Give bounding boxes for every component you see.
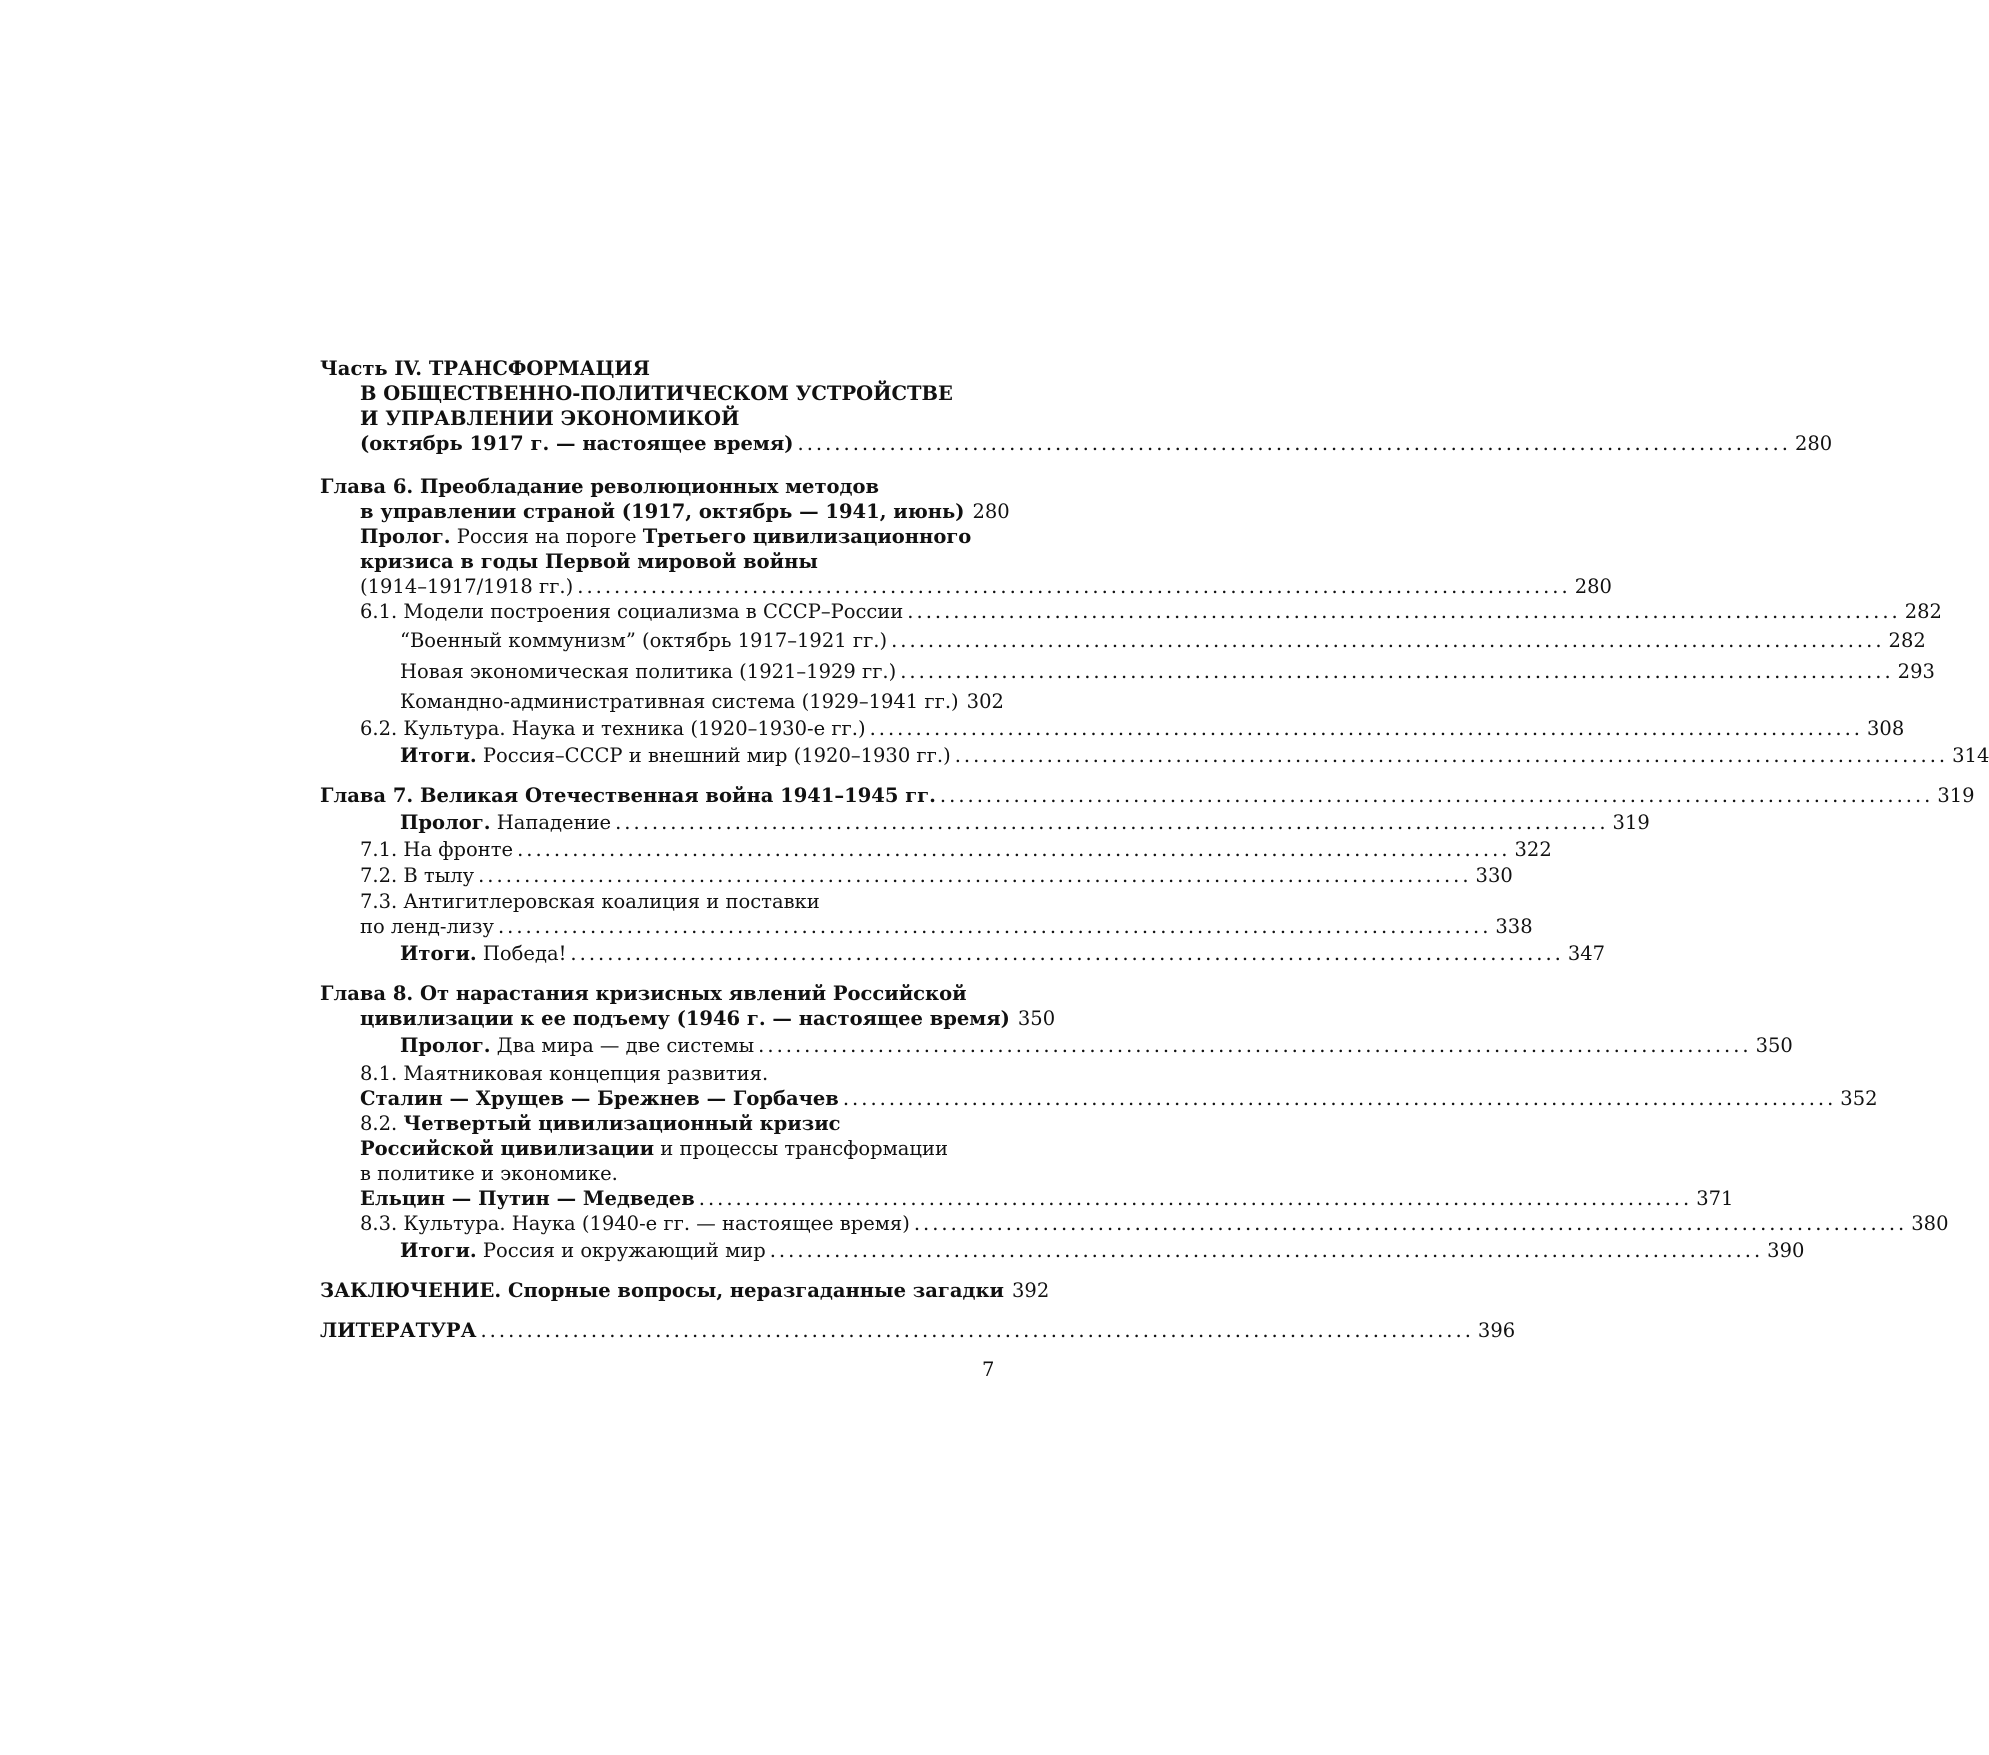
section-title: 7.2. В тылу <box>360 864 475 887</box>
page-ref: 282 <box>1888 629 1926 652</box>
toc-entry-ch8-itogi <box>400 1238 1805 1264</box>
toc-entry-6-1-c <box>400 689 1004 715</box>
subsection-title: Новая экономическая политика (1921–1929 гг.) <box>400 660 897 683</box>
toc-entry-conclusion <box>320 1278 1050 1304</box>
literature-title: ЛИТЕРАТУРА <box>320 1319 477 1342</box>
leader-dots: ............................................................................................................ <box>954 744 1949 767</box>
leader-dots: ............................................................................................................ <box>570 942 1564 965</box>
itogi-entry <box>400 1238 766 1264</box>
leader-dots: ............................................................................................................ <box>577 575 1571 598</box>
toc-entry-6-1-a <box>400 628 1926 654</box>
leader-dots: ............................................................................................................ <box>769 1239 1764 1262</box>
page-ref: 314 <box>1952 744 1989 767</box>
itogi-label: Итоги. <box>400 1239 477 1262</box>
toc-entry-ch8 <box>360 1006 1056 1032</box>
leader-dots: ............................................................................................................ <box>842 1087 1837 1110</box>
section-title: 6.1. Модели построения социализма в СССР–России <box>360 600 904 623</box>
itogi-entry <box>400 941 566 967</box>
toc-entry-6-1 <box>360 599 1942 625</box>
ch8-title-line2: цивилизации к ее подъему (1946 г. — настоящее время) <box>360 1007 1010 1030</box>
part4-title-line3: И УПРАВЛЕНИИ ЭКОНОМИКОЙ <box>360 407 740 430</box>
ch8-title-line1: Глава 8. От нарастания кризисных явлений Российской <box>320 982 967 1005</box>
section-8-2-line3: в политике и экономике. <box>360 1162 618 1185</box>
toc-entry-ch7-prolog <box>400 810 1650 836</box>
leader-dots: ............................................................................................................ <box>900 660 1894 683</box>
leader-dots: ............................................................................................................ <box>797 432 1791 455</box>
prolog-text-bold: Третьего цивилизационного <box>642 525 972 548</box>
page-ref: 330 <box>1475 864 1513 887</box>
page-ref: 293 <box>1897 660 1935 683</box>
page-ref: 308 <box>1867 717 1905 740</box>
ch6-prolog-line2: кризиса в годы Первой мировой войны <box>360 550 818 573</box>
toc-entry-6-1-b <box>400 659 1935 685</box>
prolog-entry <box>400 1033 754 1059</box>
prolog-text: Россия на пороге <box>456 525 637 548</box>
ch6-title-line2: в управлении страной (1917, октябрь — 1941, июнь) <box>360 500 965 523</box>
toc-entry-8-2 <box>360 1186 1734 1212</box>
toc-entry-8-1 <box>360 1086 1878 1112</box>
ch7-title: Глава 7. Великая Отечественная война 1941–1945 гг. <box>320 784 936 807</box>
prolog-label: Пролог. <box>360 525 451 548</box>
toc-entry-7-1 <box>360 837 1552 863</box>
section-8-2-line4: Ельцин — Путин — Медведев <box>360 1187 695 1210</box>
section-8-1-line2: Сталин — Хрущев — Брежнев — Горбачев <box>360 1087 839 1110</box>
page-ref: 322 <box>1514 838 1552 861</box>
toc-entry-ch6 <box>360 499 1010 525</box>
part4-title-line1: Часть IV. ТРАНСФОРМАЦИЯ <box>320 357 650 380</box>
ch6-prolog-line1 <box>360 524 998 550</box>
leader-dots: ............................................................................................................ <box>615 811 1609 834</box>
conclusion-title: ЗАКЛЮЧЕНИЕ. Спорные вопросы, неразгаданные загадки <box>320 1279 1005 1302</box>
leader-dots: ............................................................................................................ <box>907 600 1901 623</box>
itogi-text: Россия–СССР и внешний мир (1920–1930 гг.) <box>482 744 951 767</box>
toc-entry-part4 <box>360 431 1833 457</box>
section-title-rest: и процессы трансформации <box>660 1137 948 1160</box>
leader-dots: ............................................................................................................ <box>939 784 1934 807</box>
toc-entry-ch6-itogi <box>400 743 1989 769</box>
page-ref: 380 <box>1911 1212 1949 1235</box>
leader-dots: ............................................................................................................ <box>891 629 1885 652</box>
toc-entry-7-3 <box>360 914 1533 940</box>
itogi-label: Итоги. <box>400 942 477 965</box>
page-ref: 280 <box>1794 432 1833 455</box>
leader-dots: ............................................................................................................ <box>758 1034 1752 1057</box>
toc-entry-ch7 <box>320 783 1975 809</box>
page-ref: 282 <box>1904 600 1942 623</box>
page-ref: 352 <box>1840 1087 1878 1110</box>
page-ref: 396 <box>1477 1319 1516 1342</box>
page-ref: 392 <box>1012 1279 1050 1302</box>
page-ref: 350 <box>1017 1007 1056 1030</box>
leader-dots: ............................................................................................................ <box>497 915 1492 938</box>
section-7-3-line1: 7.3. Антигитлеровская коалиция и поставки <box>360 890 820 913</box>
toc-entry-literature <box>320 1318 1516 1344</box>
itogi-text: Победа! <box>482 942 567 965</box>
section-title: 7.1. На фронте <box>360 838 514 861</box>
prolog-label: Пролог. <box>400 1034 491 1057</box>
prolog-entry <box>400 810 611 836</box>
toc-entry-7-2 <box>360 863 1513 889</box>
itogi-label: Итоги. <box>400 744 477 767</box>
toc-entry-8-3 <box>360 1211 1949 1237</box>
section-8-2-line2 <box>360 1136 998 1162</box>
part4-title-line4: (октябрь 1917 г. — настоящее время) <box>360 432 794 455</box>
page-ref: 280 <box>972 500 1010 523</box>
leader-dots: ............................................................................................................ <box>913 1212 1908 1235</box>
section-title: 8.3. Культура. Наука (1940-е гг. — настоящее время) <box>360 1212 910 1235</box>
part4-title-line2: В ОБЩЕСТВЕННО-ПОЛИТИЧЕСКОМ УСТРОЙСТВЕ <box>360 382 953 405</box>
toc-entry-ch6-prolog <box>360 574 1612 600</box>
page-ref: 371 <box>1696 1187 1734 1210</box>
section-7-3-line2: по ленд-лизу <box>360 915 494 938</box>
section-number: 8.2. <box>360 1112 398 1135</box>
leader-dots: ............................................................................................................ <box>517 838 1511 861</box>
leader-dots: ............................................................................................................ <box>480 1319 1474 1342</box>
page-ref: 338 <box>1495 915 1533 938</box>
page-ref: 319 <box>1937 784 1975 807</box>
toc-entry-6-2 <box>360 716 1905 742</box>
page-ref: 302 <box>966 690 1004 713</box>
prolog-text: Два мира — две системы <box>496 1034 755 1057</box>
itogi-text: Россия и окружающий мир <box>482 1239 766 1262</box>
itogi-entry <box>400 743 951 769</box>
leader-dots: ............................................................................................................ <box>478 864 1472 887</box>
ch6-title-line1: Глава 6. Преобладание революционных методов <box>320 475 880 498</box>
prolog-label: Пролог. <box>400 811 491 834</box>
page-ref: 347 <box>1567 942 1606 965</box>
toc-entry-ch8-prolog <box>400 1033 1793 1059</box>
leader-dots: ............................................................................................................ <box>698 1187 1693 1210</box>
section-title-bold: Четвертый цивилизационный кризис <box>403 1112 841 1135</box>
prolog-text: Нападение <box>496 811 612 834</box>
subsection-title: Командно-административная система (1929–1941 гг.) <box>400 690 959 713</box>
subsection-title: “Военный коммунизм” (октябрь 1917–1921 гг.) <box>400 629 888 652</box>
section-8-1-line1: 8.1. Маятниковая концепция развития. <box>360 1062 769 1085</box>
ch6-prolog-line3: (1914–1917/1918 гг.) <box>360 575 574 598</box>
section-title-bold: Российской цивилизации <box>360 1137 655 1160</box>
page-ref: 350 <box>1755 1034 1793 1057</box>
leader-dots: ............................................................................................................ <box>869 717 1863 740</box>
section-title: 6.2. Культура. Наука и техника (1920–1930-е гг.) <box>360 717 866 740</box>
page-number: 7 <box>982 1358 995 1381</box>
page-ref: 319 <box>1612 811 1650 834</box>
toc-entry-ch7-itogi <box>400 941 1606 967</box>
page-ref: 390 <box>1767 1239 1805 1262</box>
page-ref: 280 <box>1574 575 1612 598</box>
section-8-2-line1 <box>360 1111 998 1137</box>
